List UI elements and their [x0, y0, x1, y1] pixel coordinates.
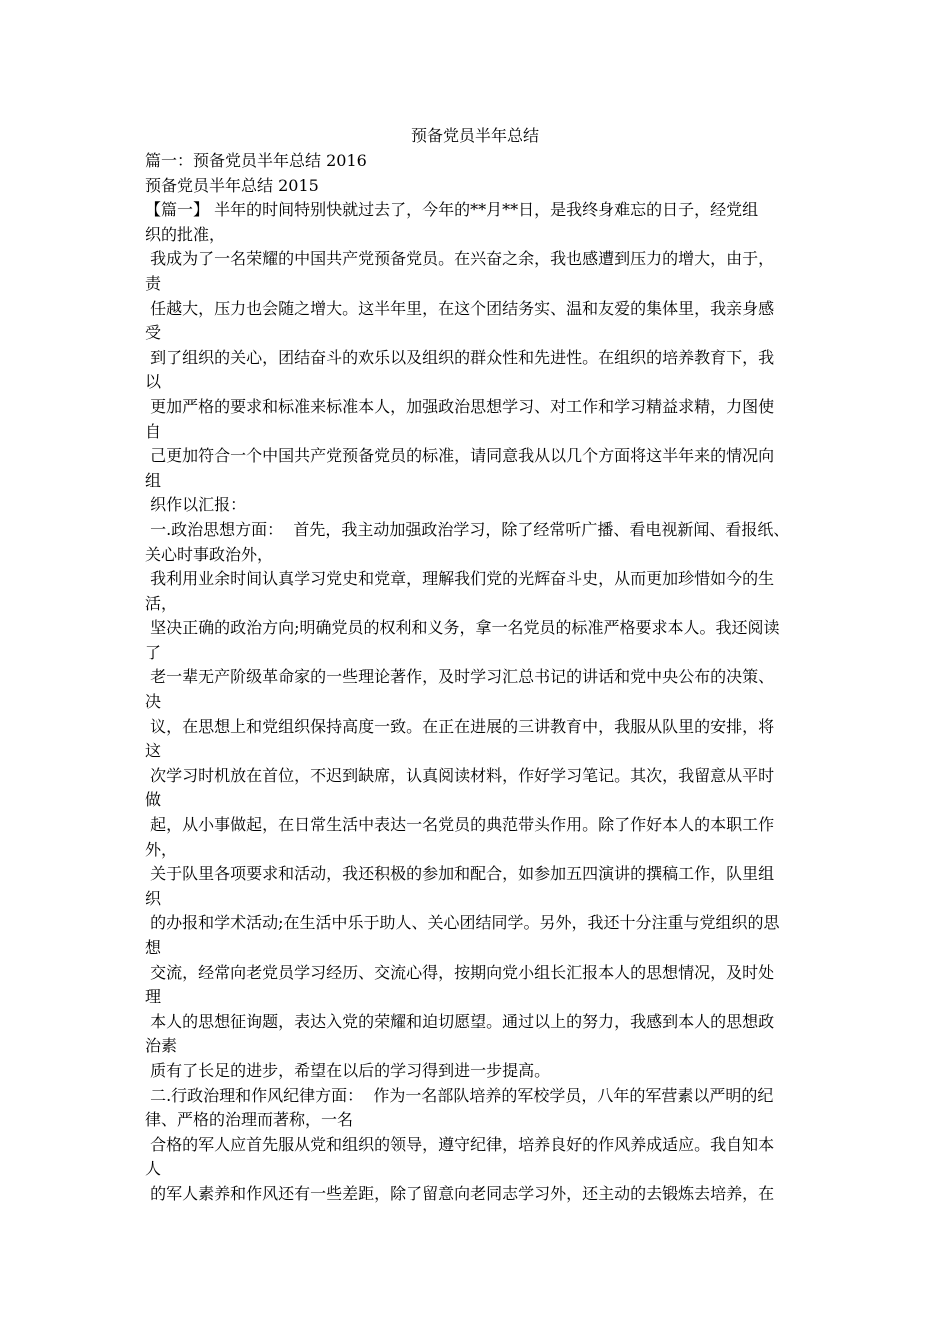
text-line: 以	[145, 372, 162, 392]
text-line: 了	[145, 642, 162, 662]
text-line: 这	[145, 741, 162, 761]
text-line: 关心时事政治外，	[145, 544, 274, 564]
text-line: 二.行政治理和作风纪律方面： 作为一名部队培养的军校学员，八年的军营素以严明的纪	[145, 1085, 774, 1105]
text-line: 交流，经常向老党员学习经历、交流心得，按期向党小组长汇报本人的思想情况，及时处	[145, 962, 775, 982]
text-line: 更加严格的要求和标准来标准本人，加强政治思想学习、对工作和学习精益求精，力图使	[145, 396, 775, 416]
text-line: 起，从小事做起，在日常生活中表达一名党员的典范带头作用。除了作好本人的本职工作	[145, 815, 775, 835]
text-line: 本人的思想征询题，表达入党的荣耀和迫切愿望。通过以上的努力，我感到本人的思想政	[145, 1011, 775, 1031]
text-line: 律、严格的治理而著称，一名	[145, 1110, 354, 1130]
text-line: 决	[145, 692, 162, 712]
text-line: 己更加符合一个中国共产党预备党员的标准，请同意我从以几个方面将这半年来的情况向	[145, 446, 775, 466]
text-line: 任越大，压力也会随之增大。这半年里，在这个团结务实、温和友爱的集体里，我亲身感	[145, 298, 775, 318]
text-line: 篇一：预备党员半年总结 2016	[145, 151, 367, 170]
text-line: 到了组织的关心，团结奋斗的欢乐以及组织的群众性和先进性。在组织的培养教育下，我	[145, 347, 775, 367]
text-line: 的办报和学术活动;在生活中乐于助人、关心团结同学。另外，我还十分注重与党组织的思	[145, 913, 780, 933]
text-line: 人	[145, 1159, 162, 1179]
text-line: 想	[145, 938, 162, 957]
text-line: 议，在思想上和党组织保持高度一致。在正在进展的三讲教育中，我服从队里的安排，将	[145, 716, 775, 736]
text-line: 【篇一】 半年的时间特别快就过去了，今年的**月**日，是我终身难忘的日子，经党组	[145, 200, 759, 220]
text-line: 外，	[145, 839, 178, 859]
text-line: 质有了长足的进步，希望在以后的学习得到进一步提高。	[145, 1060, 551, 1080]
text-line: 受	[145, 323, 162, 343]
text-line: 责	[145, 273, 162, 293]
text-line: 织作以汇报：	[145, 495, 247, 515]
document-title: 预备党员半年总结	[410, 126, 539, 145]
text-line: 自	[145, 421, 162, 441]
text-line: 的军人素养和作风还有一些差距，除了留意向老同志学习外，还主动的去锻炼去培养，在	[145, 1183, 775, 1203]
text-line: 治素	[145, 1036, 178, 1056]
text-line: 预备党员半年总结 2015	[145, 175, 319, 195]
text-line: 织	[145, 888, 162, 908]
text-line: 活，	[145, 593, 178, 613]
text-line: 做	[145, 790, 162, 810]
text-line: 织的批准，	[145, 224, 226, 244]
text-line: 次学习时机放在首位，不迟到缺席，认真阅读材料，作好学习笔记。其次，我留意从平时	[145, 765, 775, 785]
text-line: 老一辈无产阶级革命家的一些理论著作，及时学习汇总书记的讲话和党中央公布的决策、	[145, 667, 775, 687]
document-body	[145, 149, 825, 1207]
text-line: 合格的军人应首先服从党和组织的领导，遵守纪律，培养良好的作风养成适应。我自知本	[145, 1134, 775, 1154]
text-line: 坚决正确的政治方向;明确党员的权利和义务，拿一名党员的标准严格要求本人。我还阅读	[145, 618, 780, 638]
text-line: 我成为了一名荣耀的中国共产党预备党员。在兴奋之余，我也感遭到压力的增大，由于，	[145, 249, 775, 269]
text-line: 一.政治思想方面： 首先，我主动加强政治学习，除了经常听广播、看电视新闻、看报纸、	[145, 519, 790, 539]
text-line: 理	[145, 987, 162, 1007]
text-line: 组	[145, 470, 162, 490]
text-line: 关于队里各项要求和活动，我还积极的参加和配合，如参加五四演讲的撰稿工作，队里组	[145, 864, 775, 884]
text-line: 我利用业余时间认真学习党史和党章，理解我们党的光辉奋斗史，从而更加珍惜如今的生	[145, 569, 775, 589]
